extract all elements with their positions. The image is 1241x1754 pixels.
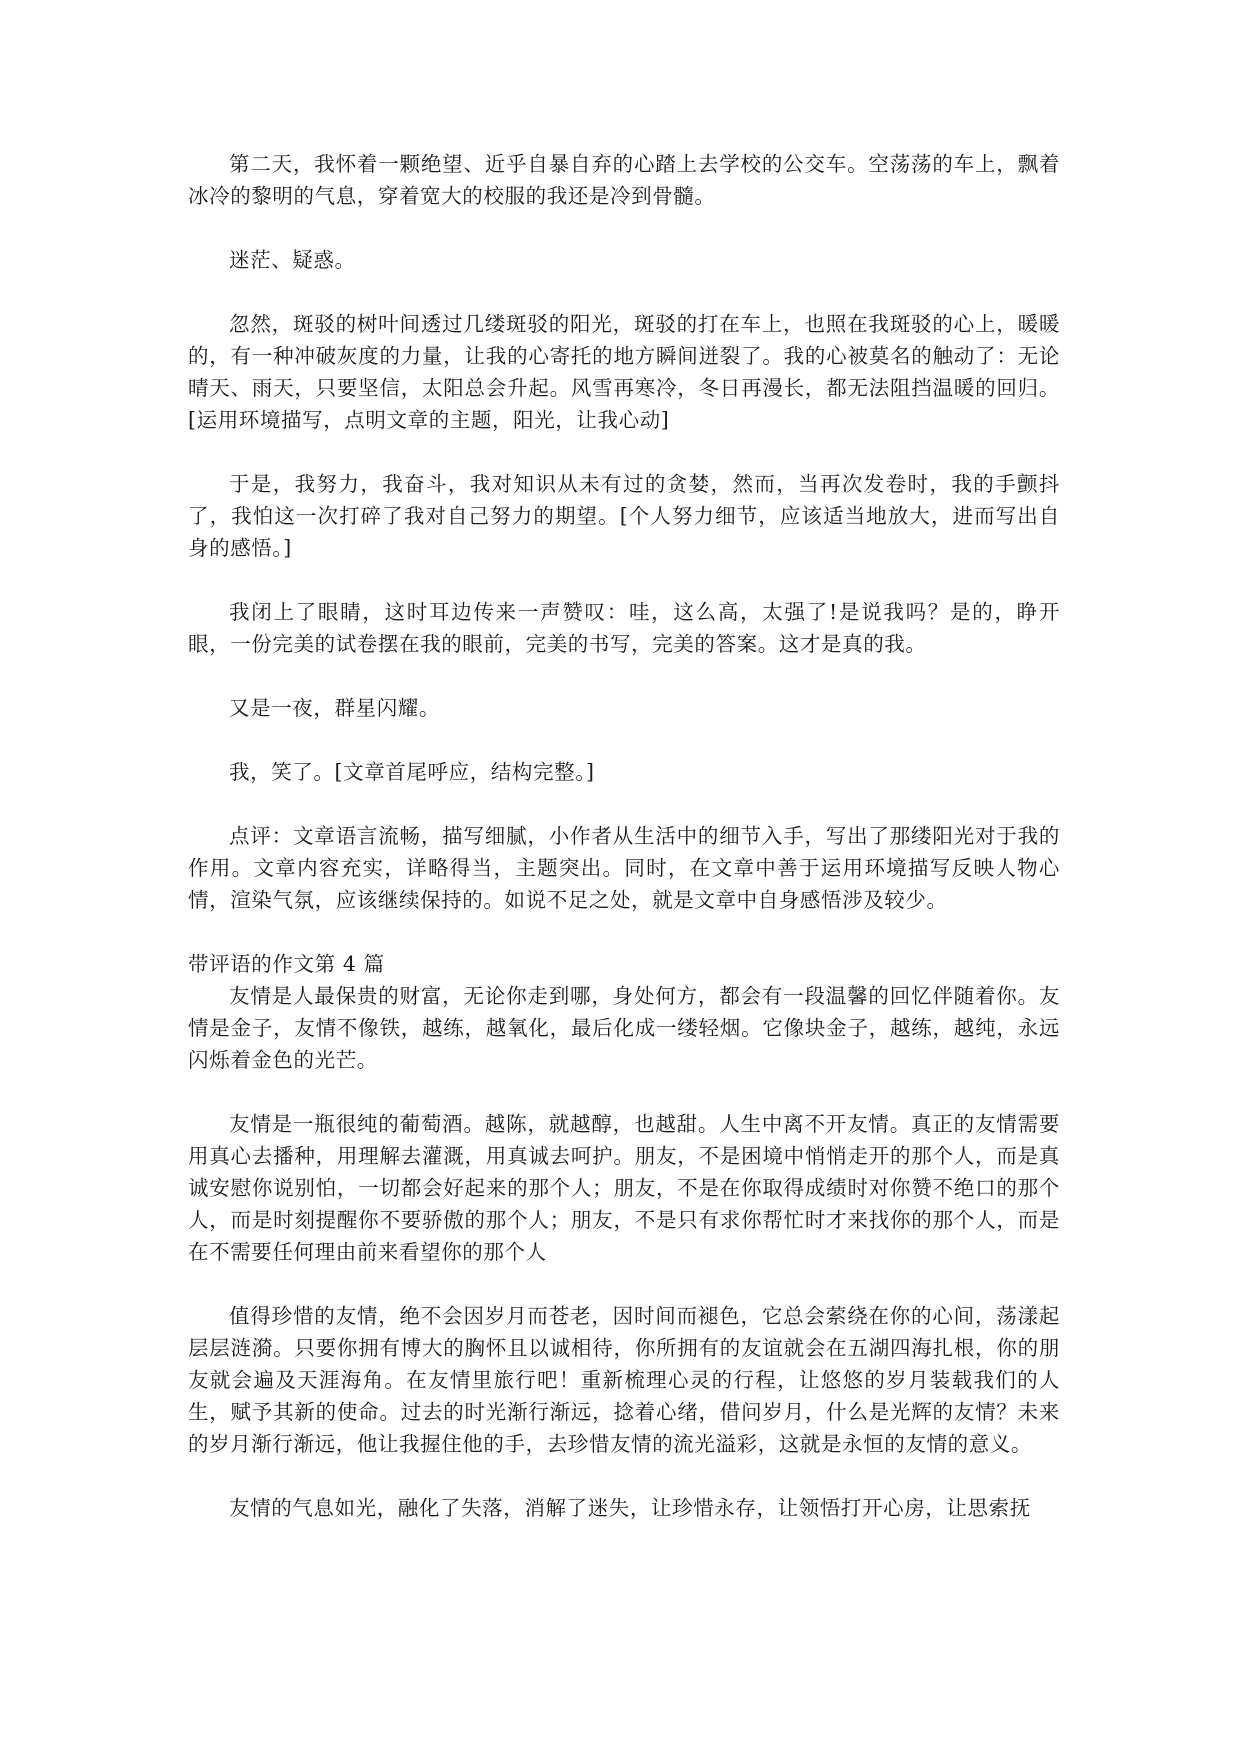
paragraph: 忽然，斑驳的树叶间透过几缕斑驳的阳光，斑驳的打在车上，也照在我斑驳的心上，暖暖的，有一种冲破灰度的力量，让我的心寄托的地方瞬间迸裂了。我的心被莫名的触动了：无论晴天、雨天，只要坚信，太阳总会升起。风雪再寒冷，冬日再漫长，都无法阻挡温暖的回归。[运用环境描写，点明文章的主题，阳光，让我心动] <box>188 312 1060 432</box>
paragraph: 友情的气息如光，融化了失落，消解了迷失，让珍惜永存，让领悟打开心房，让思索抚 <box>229 1496 1031 1520</box>
paragraph: 第二天，我怀着一颗绝望、近乎自暴自弃的心踏上去学校的公交车。空荡荡的车上，飘着冰冷的黎明的气息，穿着宽大的校服的我还是冷到骨髓。 <box>188 152 1060 208</box>
paragraph: 我，笑了。[文章首尾呼应，结构完整。] <box>229 760 595 784</box>
document-body <box>188 148 1060 1556</box>
paragraph: 我闭上了眼睛，这时耳边传来一声赞叹：哇，这么高，太强了!是说我吗？是的，睁开眼，一份完美的试卷摆在我的眼前，完美的书写，完美的答案。这才是真的我。 <box>188 600 1060 656</box>
paragraph: 于是，我努力，我奋斗，我对知识从未有过的贪婪，然而，当再次发卷时，我的手颤抖了，我怕这一次打碎了我对自己努力的期望。[个人努力细节，应该适当地放大，进而写出自身的感悟。] <box>188 472 1060 560</box>
section-heading: 带评语的作文第 4 篇 <box>188 952 385 976</box>
commentary-paragraph: 点评：文章语言流畅，描写细腻，小作者从生活中的细节入手，写出了那缕阳光对于我的作用。文章内容充实，详略得当，主题突出。同时，在文章中善于运用环境描写反映人物心情，渲染气氛，应该继续保持的。如说不足之处，就是文章中自身感悟涉及较少。 <box>188 824 1060 912</box>
paragraph: 值得珍惜的友情，绝不会因岁月而苍老，因时间而褪色，它总会萦绕在你的心间，荡漾起层层涟漪。只要你拥有博大的胸怀且以诚相待，你所拥有的友谊就会在五湖四海扎根，你的朋友就会遍及天涯海角。在友情里旅行吧！重新梳理心灵的行程，让悠悠的岁月装载我们的人生，赋予其新的使命。过去的时光渐行渐远，捻着心绪，借问岁月，什么是光辉的友情？未来的岁月渐行渐远，他让我握住他的手，去珍惜友情的流光溢彩，这就是永恒的友情的意义。 <box>188 1304 1060 1456</box>
paragraph: 又是一夜，群星闪耀。 <box>229 696 440 720</box>
paragraph: 友情是一瓶很纯的葡萄酒。越陈，就越醇，也越甜。人生中离不开友情。真正的友情需要用真心去播种，用理解去灌溉，用真诚去呵护。朋友，不是困境中悄悄走开的那个人，而是真诚安慰你说别怕，一切都会好起来的那个人；朋友，不是在你取得成绩时对你赞不绝口的那个人，而是时刻提醒你不要骄傲的那个人；朋友，不是只有求你帮忙时才来找你的那个人，而是在不需要任何理由前来看望你的那个人 <box>188 1112 1060 1264</box>
paragraph: 迷茫、疑惑。 <box>229 248 356 272</box>
paragraph: 友情是人最保贵的财富，无论你走到哪，身处何方，都会有一段温馨的回忆伴随着你。友情是金子，友情不像铁，越练，越氧化，最后化成一缕轻烟。它像块金子，越练，越纯，永远闪烁着金色的光芒。 <box>188 984 1060 1072</box>
